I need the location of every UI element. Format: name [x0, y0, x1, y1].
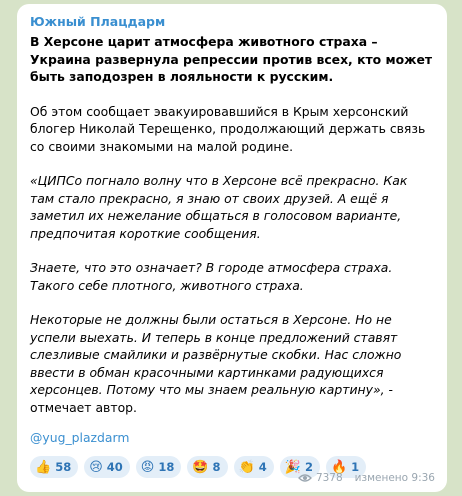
reaction-crying[interactable] [84, 456, 130, 478]
reaction-star-struck[interactable] [187, 456, 227, 478]
reaction-thumbs-up[interactable] [30, 456, 78, 478]
crying-face-icon: 😢 [89, 459, 103, 475]
fire-icon: 🔥 [330, 459, 348, 475]
reaction-count: 8 [212, 460, 221, 474]
clapping-hands-icon: 👏 [238, 459, 255, 475]
body-paragraph: Об этом сообщает эвакуировавшийся в Крым херсонский блогер Николай Терещенко, продолжающий держать связь со своими знакомыми на малой родине. [30, 103, 426, 154]
reaction-angry[interactable] [136, 456, 182, 478]
reaction-clapping[interactable] [234, 456, 274, 478]
quote-text: Некоторые не должны были остаться в Херсоне. Но не успели выехать. И теперь в конце предложений ставят слезливые смайлики и развёрнутые скобки. Нас сложно ввести в обман красочными картинками радующихся херсонцев. Потому что мы знаем реальную картину», [30, 312, 402, 397]
quote-paragraph: Знаете, что это означает? В городе атмосфера страха. Такого себе плотного, животного страха. [30, 260, 393, 293]
thumbs-up-icon: 👍 [35, 459, 52, 475]
view-count: 7378 [315, 472, 343, 484]
reaction-count: 18 [158, 460, 175, 474]
quote-paragraph: «ЦИПСо погнало волну что в Херсоне всё прекрасно. Как там стало прекрасно, я знаю от своих друзей. А ещё я заметил их нежелание общаться в голосовом варианте, предпочитая короткие сообщения. [30, 173, 408, 241]
attribution-text: - отмечает автор. [30, 382, 393, 415]
reaction-count: 2 [304, 460, 313, 474]
edited-timestamp: изменено 9:36 [354, 472, 435, 484]
party-popper-icon: 🎉 [284, 459, 301, 475]
channel-name[interactable]: Южный Плацдарм [30, 14, 166, 29]
quote-closing-paragraph [30, 311, 435, 416]
reaction-count: 4 [258, 460, 267, 474]
message-text [30, 33, 435, 416]
angry-face-icon: 😡 [140, 459, 155, 475]
message-footer [298, 472, 435, 484]
reaction-count: 58 [55, 460, 72, 474]
reaction-count: 40 [106, 460, 123, 474]
reaction-count: 1 [351, 460, 360, 474]
message-bubble [17, 4, 447, 492]
star-struck-face-icon: 🤩 [192, 459, 209, 475]
headline-paragraph: В Херсоне царит атмосфера животного страха – Украина развернула репрессии против всех, кто может быть заподозрен в лояльности к русским. [30, 34, 433, 84]
eye-icon [298, 473, 312, 483]
channel-mention-link[interactable]: @yug_plazdarm [30, 430, 130, 445]
